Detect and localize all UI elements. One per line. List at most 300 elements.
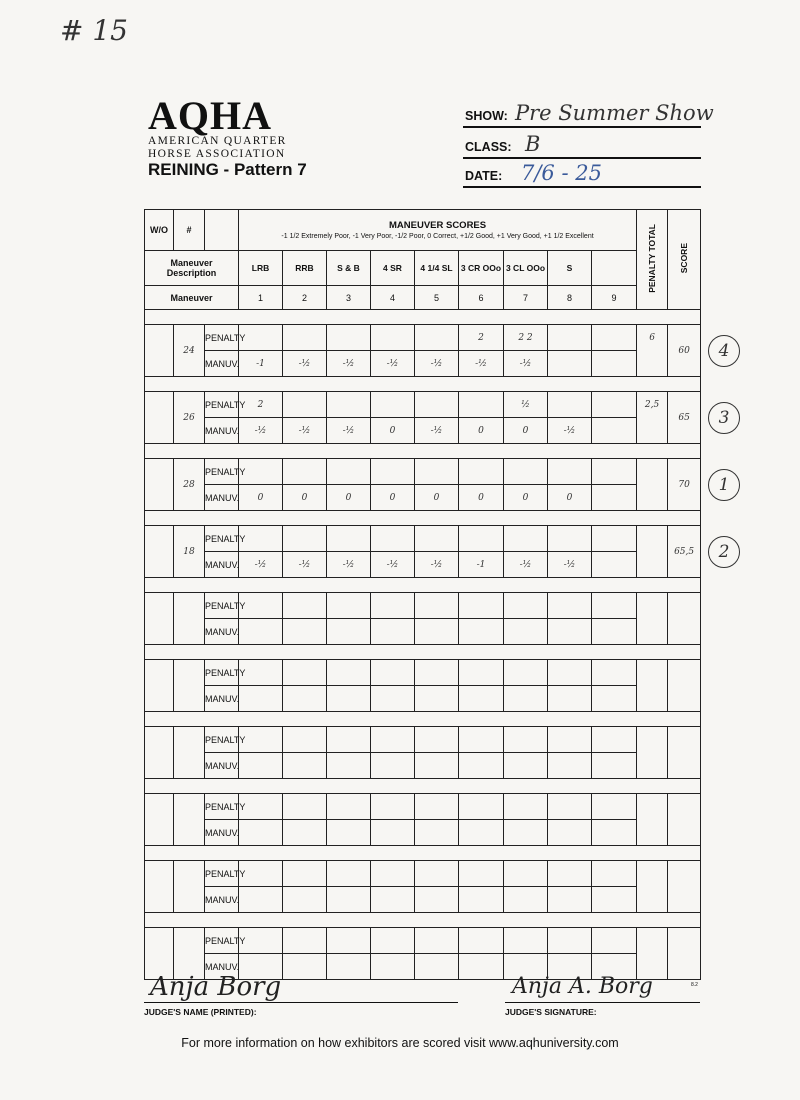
penalty-cell-1[interactable] — [239, 861, 283, 887]
penalty-total-cell[interactable] — [637, 526, 668, 578]
maneuver-number-2: 2 — [283, 286, 327, 310]
penalty-cell-3[interactable] — [327, 392, 371, 418]
class-label: CLASS: — [465, 140, 512, 154]
penalty-row — [145, 861, 701, 887]
penalty-cell-8[interactable] — [548, 727, 592, 753]
maneuver-cell-8[interactable] — [548, 351, 592, 377]
maneuver-cell-2[interactable]: -½ — [283, 418, 327, 444]
maneuver-row — [145, 820, 701, 846]
penalty-cell-1[interactable]: 2 — [239, 392, 283, 418]
entry-separator — [145, 779, 701, 794]
penalty-cell-4[interactable] — [371, 660, 415, 686]
penalty-cell-4[interactable] — [371, 861, 415, 887]
penalty-cell-9[interactable] — [592, 928, 637, 954]
penalty-cell-3[interactable] — [327, 459, 371, 485]
penalty-cell-6[interactable] — [459, 526, 504, 552]
scoring-scale: -1 1/2 Extremely Poor, -1 Very Poor, -1/2 Poor, 0 Correct, +1/2 Good, +1 Very Good, +1 1/2 Excellent — [281, 233, 594, 240]
penalty-total-cell[interactable] — [637, 861, 668, 913]
wo-cell[interactable] — [145, 593, 174, 645]
wo-cell[interactable] — [145, 660, 174, 712]
score-cell[interactable] — [668, 794, 701, 846]
penalty-total-cell[interactable] — [637, 794, 668, 846]
manuv-label: MANUV. — [205, 686, 239, 712]
penalty-label: PENALTY — [205, 928, 239, 954]
penalty-cell-7[interactable] — [504, 727, 548, 753]
association-line-2: HORSE ASSOCIATION — [148, 148, 286, 160]
maneuver-cell-5[interactable]: -½ — [415, 418, 459, 444]
maneuver-cell-2[interactable] — [283, 954, 327, 980]
placing-circle: 2 — [708, 536, 740, 568]
placing-circle: 4 — [708, 335, 740, 367]
penalty-cell-5[interactable] — [415, 660, 459, 686]
penalty-cell-5[interactable] — [415, 794, 459, 820]
penalty-cell-7[interactable] — [504, 928, 548, 954]
entry-number[interactable] — [174, 593, 205, 645]
maneuver-cell-5[interactable] — [415, 887, 459, 913]
maneuver-cell-4[interactable] — [371, 954, 415, 980]
maneuver-cell-8[interactable]: 0 — [548, 485, 592, 511]
manuv-label: MANUV. — [205, 820, 239, 846]
penalty-cell-2[interactable] — [283, 459, 327, 485]
maneuver-cell-5[interactable] — [415, 619, 459, 645]
penalty-cell-9[interactable] — [592, 727, 637, 753]
maneuver-cell-4[interactable] — [371, 753, 415, 779]
penalty-cell-6[interactable] — [459, 727, 504, 753]
manuv-label: MANUV. — [205, 552, 239, 578]
penalty-total-cell[interactable] — [637, 593, 668, 645]
judge-name-handwriting: Anja Borg — [150, 972, 282, 1002]
penalty-cell-8[interactable] — [548, 660, 592, 686]
manuv-label: MANUV. — [205, 954, 239, 980]
manuv-label: MANUV. — [205, 351, 239, 377]
maneuver-description-7: 3 CL OOo — [504, 251, 548, 286]
maneuver-scores-header — [239, 210, 637, 251]
penalty-cell-8[interactable] — [548, 794, 592, 820]
maneuver-cell-9[interactable] — [592, 351, 637, 377]
maneuver-cell-3[interactable] — [327, 619, 371, 645]
score-cell[interactable]: 65 — [668, 392, 701, 444]
penalty-cell-9[interactable] — [592, 459, 637, 485]
manuv-label: MANUV. — [205, 485, 239, 511]
penalty-cell-3[interactable] — [327, 861, 371, 887]
maneuver-cell-8[interactable]: -½ — [548, 418, 592, 444]
maneuver-cell-8[interactable]: -½ — [548, 552, 592, 578]
maneuver-cell-2[interactable]: 0 — [283, 485, 327, 511]
header-row-description — [145, 251, 701, 286]
entry-number[interactable] — [174, 660, 205, 712]
maneuver-cell-5[interactable]: -½ — [415, 351, 459, 377]
penalty-cell-4[interactable] — [371, 794, 415, 820]
entry-number[interactable]: 26 — [174, 392, 205, 444]
header-row-1 — [145, 210, 701, 251]
pattern-title: REINING - Pattern 7 — [148, 160, 307, 179]
penalty-label: PENALTY — [205, 593, 239, 619]
maneuver-number-9: 9 — [592, 286, 637, 310]
penalty-cell-9[interactable] — [592, 660, 637, 686]
maneuver-cell-5[interactable] — [415, 753, 459, 779]
header-row-maneuver-number — [145, 286, 701, 310]
penalty-label: PENALTY — [205, 459, 239, 485]
maneuver-number-8: 8 — [548, 286, 592, 310]
maneuver-cell-8[interactable] — [548, 619, 592, 645]
penalty-cell-5[interactable] — [415, 727, 459, 753]
wo-cell[interactable] — [145, 727, 174, 779]
penalty-cell-9[interactable] — [592, 392, 637, 418]
penalty-cell-2[interactable] — [283, 794, 327, 820]
penalty-cell-2[interactable] — [283, 727, 327, 753]
maneuver-cell-7[interactable]: -½ — [504, 552, 548, 578]
wo-cell[interactable] — [145, 392, 174, 444]
maneuver-cell-8[interactable] — [548, 820, 592, 846]
penalty-cell-6[interactable] — [459, 861, 504, 887]
penalty-cell-6[interactable] — [459, 928, 504, 954]
maneuver-cell-9[interactable] — [592, 820, 637, 846]
maneuver-cell-1[interactable] — [239, 686, 283, 712]
maneuver-cell-3[interactable] — [327, 753, 371, 779]
maneuver-cell-2[interactable] — [283, 686, 327, 712]
separator-cell — [145, 712, 701, 727]
maneuver-cell-6[interactable] — [459, 820, 504, 846]
penalty-cell-5[interactable] — [415, 325, 459, 351]
maneuver-cell-3[interactable]: -½ — [327, 552, 371, 578]
maneuver-cell-9[interactable] — [592, 753, 637, 779]
maneuver-cell-5[interactable] — [415, 954, 459, 980]
manuv-label: MANUV. — [205, 418, 239, 444]
maneuver-cell-4[interactable] — [371, 887, 415, 913]
page-number-mark: # 15 — [60, 14, 128, 47]
maneuver-cell-5[interactable]: -½ — [415, 552, 459, 578]
judge-name-line — [144, 1002, 458, 1003]
penalty-cell-1[interactable] — [239, 593, 283, 619]
penalty-cell-5[interactable] — [415, 928, 459, 954]
penalty-cell-4[interactable] — [371, 593, 415, 619]
maneuver-cell-9[interactable] — [592, 552, 637, 578]
maneuver-cell-2[interactable] — [283, 619, 327, 645]
maneuver-number-1: 1 — [239, 286, 283, 310]
maneuver-cell-6[interactable]: -½ — [459, 351, 504, 377]
maneuver-cell-1[interactable]: 0 — [239, 485, 283, 511]
penalty-cell-4[interactable] — [371, 459, 415, 485]
maneuver-description-1: LRB — [239, 251, 283, 286]
maneuver-cell-1[interactable] — [239, 753, 283, 779]
score-cell[interactable]: 60 — [668, 325, 701, 377]
penalty-cell-8[interactable] — [548, 861, 592, 887]
entry-separator — [145, 511, 701, 526]
maneuver-cell-6[interactable]: -1 — [459, 552, 504, 578]
penalty-cell-3[interactable] — [327, 794, 371, 820]
maneuver-cell-1[interactable] — [239, 619, 283, 645]
penalty-cell-2[interactable] — [283, 928, 327, 954]
score-cell[interactable] — [668, 861, 701, 913]
maneuver-description-8: S — [548, 251, 592, 286]
entry-number[interactable]: 18 — [174, 526, 205, 578]
maneuver-cell-3[interactable] — [327, 686, 371, 712]
penalty-row — [145, 660, 701, 686]
penalty-cell-3[interactable] — [327, 593, 371, 619]
penalty-label: PENALTY — [205, 392, 239, 418]
penalty-cell-2[interactable] — [283, 526, 327, 552]
penalty-cell-8[interactable] — [548, 928, 592, 954]
penalty-cell-7[interactable] — [504, 526, 548, 552]
penalty-cell-7[interactable] — [504, 660, 548, 686]
penalty-cell-7[interactable] — [504, 861, 548, 887]
penalty-label: PENALTY — [205, 660, 239, 686]
separator-cell — [145, 444, 701, 459]
class-value: B — [525, 132, 541, 156]
score-cell[interactable] — [668, 928, 701, 980]
maneuver-cell-7[interactable] — [504, 887, 548, 913]
score-cell[interactable] — [668, 593, 701, 645]
penalty-cell-6[interactable] — [459, 593, 504, 619]
wo-cell[interactable] — [145, 861, 174, 913]
date-label: DATE: — [465, 169, 503, 183]
maneuver-cell-1[interactable] — [239, 887, 283, 913]
score-cell[interactable] — [668, 660, 701, 712]
penalty-cell-2[interactable] — [283, 593, 327, 619]
penalty-total-cell[interactable] — [637, 459, 668, 511]
penalty-cell-9[interactable] — [592, 593, 637, 619]
maneuver-cell-2[interactable] — [283, 820, 327, 846]
maneuver-cell-9[interactable] — [592, 686, 637, 712]
penalty-cell-6[interactable] — [459, 459, 504, 485]
wo-cell[interactable] — [145, 325, 174, 377]
penalty-cell-3[interactable] — [327, 727, 371, 753]
entry-separator — [145, 377, 701, 392]
maneuver-cell-1[interactable]: -1 — [239, 351, 283, 377]
maneuver-row — [145, 887, 701, 913]
maneuver-description-3: S & B — [327, 251, 371, 286]
maneuver-cell-5[interactable] — [415, 820, 459, 846]
maneuver-cell-8[interactable] — [548, 753, 592, 779]
maneuver-cell-6[interactable] — [459, 619, 504, 645]
penalty-cell-8[interactable] — [548, 593, 592, 619]
maneuver-cell-6[interactable] — [459, 686, 504, 712]
maneuver-cell-6[interactable]: 0 — [459, 418, 504, 444]
maneuver-cell-3[interactable]: -½ — [327, 418, 371, 444]
maneuver-cell-6[interactable]: 0 — [459, 485, 504, 511]
penalty-cell-6[interactable] — [459, 392, 504, 418]
maneuver-cell-4[interactable]: 0 — [371, 418, 415, 444]
penalty-total-cell[interactable] — [637, 660, 668, 712]
penalty-cell-4[interactable] — [371, 526, 415, 552]
penalty-cell-9[interactable] — [592, 526, 637, 552]
penalty-cell-4[interactable] — [371, 727, 415, 753]
maneuver-cell-4[interactable]: -½ — [371, 351, 415, 377]
penalty-cell-8[interactable] — [548, 325, 592, 351]
maneuver-description-label: Maneuver Description — [145, 251, 239, 286]
maneuver-row — [145, 753, 701, 779]
maneuver-cell-6[interactable] — [459, 954, 504, 980]
penalty-cell-6[interactable]: 2 — [459, 325, 504, 351]
wo-cell[interactable] — [145, 526, 174, 578]
maneuver-cell-3[interactable]: 0 — [327, 485, 371, 511]
entry-number[interactable]: 24 — [174, 325, 205, 377]
maneuver-number-5: 5 — [415, 286, 459, 310]
separator-cell — [145, 779, 701, 794]
penalty-cell-1[interactable] — [239, 928, 283, 954]
maneuver-cell-5[interactable] — [415, 686, 459, 712]
association-line-1: AMERICAN QUARTER — [148, 135, 287, 147]
penalty-cell-1[interactable] — [239, 325, 283, 351]
maneuver-cell-9[interactable] — [592, 619, 637, 645]
penalty-cell-7[interactable]: ½ — [504, 392, 548, 418]
separator-cell — [145, 846, 701, 861]
maneuver-cell-9[interactable] — [592, 887, 637, 913]
separator-cell — [145, 310, 701, 325]
date-field[interactable] — [463, 160, 701, 188]
penalty-total-cell[interactable]: 6 — [637, 325, 668, 377]
penalty-total-cell[interactable] — [637, 928, 668, 980]
penalty-cell-3[interactable] — [327, 526, 371, 552]
entry-separator — [145, 846, 701, 861]
maneuver-cell-7[interactable]: 0 — [504, 418, 548, 444]
maneuver-cell-3[interactable] — [327, 820, 371, 846]
show-value: Pre Summer Show — [515, 101, 714, 125]
maneuver-cell-1[interactable] — [239, 820, 283, 846]
penalty-total-cell[interactable] — [637, 727, 668, 779]
maneuver-row — [145, 485, 701, 511]
maneuver-cell-4[interactable] — [371, 820, 415, 846]
maneuver-description-2: RRB — [283, 251, 327, 286]
maneuver-cell-5[interactable]: 0 — [415, 485, 459, 511]
penalty-cell-7[interactable] — [504, 459, 548, 485]
penalty-cell-9[interactable] — [592, 861, 637, 887]
maneuver-row — [145, 686, 701, 712]
maneuver-cell-2[interactable] — [283, 887, 327, 913]
score-cell[interactable] — [668, 727, 701, 779]
maneuver-cell-1[interactable]: -½ — [239, 418, 283, 444]
maneuver-cell-1[interactable]: -½ — [239, 552, 283, 578]
maneuver-cell-9[interactable] — [592, 418, 637, 444]
penalty-label: PENALTY — [205, 325, 239, 351]
penalty-cell-5[interactable] — [415, 593, 459, 619]
maneuver-cell-3[interactable]: -½ — [327, 351, 371, 377]
penalty-label: PENALTY — [205, 861, 239, 887]
maneuver-number-4: 4 — [371, 286, 415, 310]
maneuver-cell-2[interactable]: -½ — [283, 552, 327, 578]
penalty-cell-7[interactable]: 2 2 — [504, 325, 548, 351]
penalty-cell-2[interactable] — [283, 392, 327, 418]
score-cell[interactable]: 65,5 — [668, 526, 701, 578]
penalty-cell-7[interactable] — [504, 593, 548, 619]
judge-signature-handwriting: Anja A. Borg — [512, 974, 653, 999]
maneuver-cell-3[interactable] — [327, 887, 371, 913]
penalty-row — [145, 392, 701, 418]
penalty-cell-5[interactable] — [415, 459, 459, 485]
penalty-cell-8[interactable] — [548, 459, 592, 485]
penalty-cell-1[interactable] — [239, 459, 283, 485]
penalty-cell-5[interactable] — [415, 392, 459, 418]
maneuver-cell-7[interactable] — [504, 820, 548, 846]
entry-number[interactable] — [174, 794, 205, 846]
class-field[interactable] — [463, 131, 701, 159]
penalty-cell-2[interactable] — [283, 660, 327, 686]
judge-signature-label: JUDGE'S SIGNATURE: — [505, 1007, 597, 1017]
penalty-cell-1[interactable] — [239, 727, 283, 753]
score-sheet-table — [144, 209, 701, 980]
score-cell[interactable]: 70 — [668, 459, 701, 511]
manuv-label: MANUV. — [205, 619, 239, 645]
maneuver-cell-7[interactable]: 0 — [504, 485, 548, 511]
penalty-cell-1[interactable] — [239, 794, 283, 820]
penalty-cell-5[interactable] — [415, 526, 459, 552]
penalty-cell-4[interactable] — [371, 928, 415, 954]
maneuver-description-9 — [592, 251, 637, 286]
maneuver-cell-4[interactable]: 0 — [371, 485, 415, 511]
separator-cell — [145, 645, 701, 660]
maneuver-cell-6[interactable] — [459, 887, 504, 913]
maneuver-cell-9[interactable] — [592, 485, 637, 511]
penalty-row — [145, 928, 701, 954]
number-header: # — [174, 210, 205, 251]
maneuver-number-3: 3 — [327, 286, 371, 310]
penalty-row — [145, 593, 701, 619]
penalty-label: PENALTY — [205, 794, 239, 820]
show-field[interactable] — [463, 100, 714, 128]
maneuver-row — [145, 552, 701, 578]
wo-cell[interactable] — [145, 794, 174, 846]
maneuver-cell-8[interactable] — [548, 686, 592, 712]
penalty-cell-4[interactable] — [371, 325, 415, 351]
maneuver-cell-8[interactable] — [548, 887, 592, 913]
maneuver-cell-2[interactable]: -½ — [283, 351, 327, 377]
maneuver-cell-3[interactable] — [327, 954, 371, 980]
maneuver-cell-6[interactable] — [459, 753, 504, 779]
entry-separator — [145, 712, 701, 727]
maneuver-cell-4[interactable] — [371, 619, 415, 645]
maneuver-cell-7[interactable] — [504, 619, 548, 645]
penalty-row — [145, 727, 701, 753]
penalty-cell-8[interactable] — [548, 526, 592, 552]
penalty-cell-9[interactable] — [592, 794, 637, 820]
entry-number[interactable]: 28 — [174, 459, 205, 511]
penalty-cell-4[interactable] — [371, 392, 415, 418]
maneuver-row — [145, 418, 701, 444]
penalty-cell-3[interactable] — [327, 660, 371, 686]
maneuver-cell-4[interactable]: -½ — [371, 552, 415, 578]
maneuver-cell-7[interactable] — [504, 686, 548, 712]
penalty-cell-5[interactable] — [415, 861, 459, 887]
entry-number[interactable] — [174, 861, 205, 913]
penalty-cell-2[interactable] — [283, 861, 327, 887]
penalty-cell-6[interactable] — [459, 660, 504, 686]
penalty-row — [145, 794, 701, 820]
penalty-cell-9[interactable] — [592, 325, 637, 351]
maneuver-number-7: 7 — [504, 286, 548, 310]
maneuver-cell-2[interactable] — [283, 753, 327, 779]
penalty-cell-3[interactable] — [327, 325, 371, 351]
penalty-row — [145, 325, 701, 351]
maneuver-cell-4[interactable] — [371, 686, 415, 712]
maneuver-cell-7[interactable]: -½ — [504, 351, 548, 377]
penalty-total-cell[interactable]: 2,5 — [637, 392, 668, 444]
penalty-cell-1[interactable] — [239, 526, 283, 552]
penalty-cell-7[interactable] — [504, 794, 548, 820]
penalty-cell-2[interactable] — [283, 325, 327, 351]
maneuver-cell-7[interactable] — [504, 753, 548, 779]
maneuver-label: Maneuver — [145, 286, 239, 310]
penalty-row — [145, 459, 701, 485]
penalty-cell-1[interactable] — [239, 660, 283, 686]
entry-number[interactable] — [174, 727, 205, 779]
manuv-label: MANUV. — [205, 887, 239, 913]
penalty-cell-8[interactable] — [548, 392, 592, 418]
wo-cell[interactable] — [145, 459, 174, 511]
maneuver-row — [145, 351, 701, 377]
penalty-cell-3[interactable] — [327, 928, 371, 954]
separator-cell — [145, 511, 701, 526]
penalty-cell-6[interactable] — [459, 794, 504, 820]
